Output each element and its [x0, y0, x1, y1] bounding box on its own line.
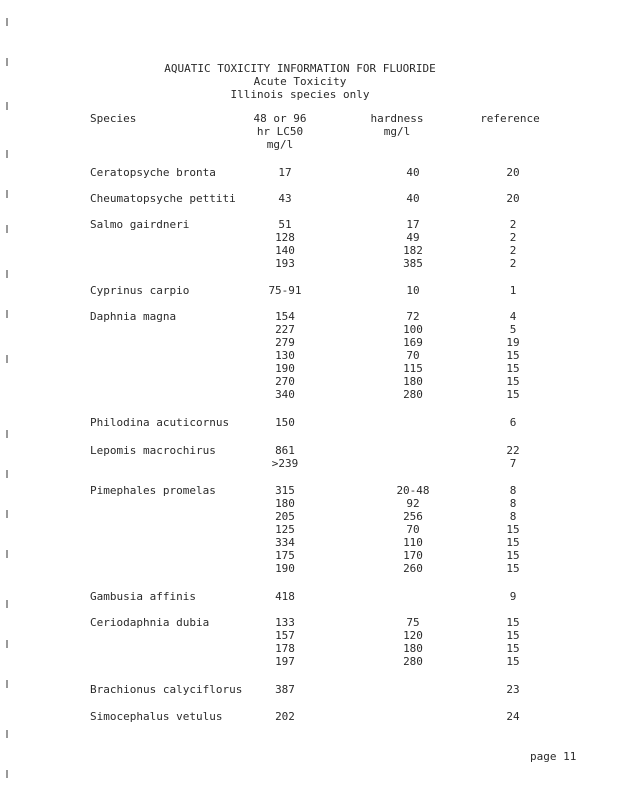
page-number: page 11: [530, 750, 577, 763]
reference-value: 2: [509, 244, 517, 257]
lc50-value: 17: [278, 166, 292, 179]
species-name: Cyprinus carpio: [90, 284, 190, 297]
hardness-value: 49: [406, 231, 420, 244]
species-name: Lepomis macrochirus: [90, 444, 216, 457]
reference-value-column: [488, 166, 538, 179]
lc50-value-column: [260, 284, 310, 297]
reference-value: 1: [509, 284, 517, 297]
reference-value: 22: [506, 444, 520, 457]
reference-value-column: [488, 590, 538, 603]
hardness-value: 280: [403, 388, 423, 401]
species-name: Ceriodaphnia dubia: [90, 616, 210, 629]
lc50-value: 418: [275, 590, 295, 603]
reference-value-column: [488, 710, 538, 723]
hardness-value: 180: [403, 642, 423, 655]
lc50-value-column: [260, 310, 310, 401]
lc50-value: 190: [275, 562, 295, 575]
lc50-value-column: [260, 166, 310, 179]
hardness-value: 100: [403, 323, 423, 336]
reference-value-column: [488, 444, 538, 470]
lc50-value: 154: [275, 310, 295, 323]
reference-value: 15: [506, 349, 520, 362]
hardness-value: 120: [403, 629, 423, 642]
hardness-value: 72: [406, 310, 420, 323]
hardness-value: 10: [406, 284, 420, 297]
lc50-value-column: [260, 416, 310, 429]
hardness-value: 17: [406, 218, 420, 231]
reference-value: 24: [506, 710, 520, 723]
header-species: Species: [90, 112, 137, 125]
reference-value: 15: [506, 536, 520, 549]
header-hardness: [362, 112, 432, 138]
hardness-value: 180: [403, 375, 423, 388]
document-scope: Illinois species only: [230, 88, 370, 101]
reference-value: 19: [506, 336, 520, 349]
hardness-value-column: [378, 683, 448, 696]
reference-value: 20: [506, 192, 520, 205]
reference-value: 15: [506, 642, 520, 655]
reference-value: 2: [509, 257, 517, 270]
lc50-value: 227: [275, 323, 295, 336]
species-name: Daphnia magna: [90, 310, 177, 323]
document-title: AQUATIC TOXICITY INFORMATION FOR FLUORIDE: [164, 62, 436, 75]
document-subtitle: Acute Toxicity: [253, 75, 347, 88]
lc50-value: 133: [275, 616, 295, 629]
lc50-value: 205: [275, 510, 295, 523]
left-margin-marks: [6, 10, 20, 790]
title-block: [0, 62, 600, 101]
hardness-value: 20-48: [396, 484, 430, 497]
lc50-value: 315: [275, 484, 295, 497]
reference-value-column: [488, 683, 538, 696]
species-name: Pimephales promelas: [90, 484, 216, 497]
reference-value: 15: [506, 523, 520, 536]
lc50-value: 340: [275, 388, 295, 401]
reference-value: 15: [506, 562, 520, 575]
hardness-value: 110: [403, 536, 423, 549]
reference-value: 20: [506, 166, 520, 179]
header-lc50: [240, 112, 320, 151]
hardness-value: 280: [403, 655, 423, 668]
reference-value: 6: [509, 416, 517, 429]
hardness-value-column: [378, 310, 448, 401]
hardness-value-column: [378, 284, 448, 297]
species-name: Simocephalus vetulus: [90, 710, 223, 723]
reference-value: 15: [506, 629, 520, 642]
lc50-value-column: [260, 616, 310, 668]
hardness-value: 385: [403, 257, 423, 270]
hardness-value: 40: [406, 192, 420, 205]
lc50-value: 157: [275, 629, 295, 642]
hardness-value: 260: [403, 562, 423, 575]
lc50-value: 125: [275, 523, 295, 536]
reference-value-column: [488, 284, 538, 297]
hardness-value: 182: [403, 244, 423, 257]
lc50-value: 190: [275, 362, 295, 375]
lc50-value: 197: [275, 655, 295, 668]
reference-value-column: [488, 416, 538, 429]
lc50-value: 193: [275, 257, 295, 270]
species-name: Ceratopsyche bronta: [90, 166, 216, 179]
lc50-value-column: [260, 218, 310, 270]
header-hardness-line2: mg/l: [383, 125, 411, 138]
hardness-value: 170: [403, 549, 423, 562]
lc50-value: 270: [275, 375, 295, 388]
reference-value: 5: [509, 323, 517, 336]
reference-value: 15: [506, 616, 520, 629]
hardness-value: 70: [406, 523, 420, 536]
reference-value-column: [488, 192, 538, 205]
hardness-value: 92: [406, 497, 420, 510]
lc50-value-column: [260, 192, 310, 205]
header-reference: reference: [480, 112, 540, 125]
hardness-value: [378, 416, 448, 429]
lc50-value: 861: [275, 444, 295, 457]
lc50-value: 130: [275, 349, 295, 362]
species-name: Brachionus calyciflorus: [90, 683, 243, 696]
lc50-value: >239: [271, 457, 299, 470]
header-hardness-line1: hardness: [370, 112, 424, 125]
species-name: Philodina acuticornus: [90, 416, 230, 429]
lc50-value: 150: [275, 416, 295, 429]
reference-value: 15: [506, 362, 520, 375]
hardness-value: 169: [403, 336, 423, 349]
header-lc50-line1: 48 or 96: [253, 112, 307, 125]
lc50-value: 75-91: [268, 284, 302, 297]
hardness-value: [378, 683, 448, 696]
reference-value-column: [488, 218, 538, 270]
lc50-value: 178: [275, 642, 295, 655]
lc50-value-column: [260, 444, 310, 470]
lc50-value-column: [260, 484, 310, 575]
reference-value: 7: [509, 457, 517, 470]
reference-value-column: [488, 616, 538, 668]
lc50-value: 387: [275, 683, 295, 696]
hardness-value: [378, 710, 448, 723]
hardness-value: 40: [406, 166, 420, 179]
hardness-value-column: [378, 590, 448, 603]
lc50-value: 202: [275, 710, 295, 723]
reference-value: 2: [509, 231, 517, 244]
lc50-value: 51: [278, 218, 292, 231]
header-lc50-line2: hr LC50: [256, 125, 304, 138]
reference-value: 23: [506, 683, 520, 696]
lc50-value-column: [260, 590, 310, 603]
lc50-value-column: [260, 710, 310, 723]
reference-value-column: [488, 310, 538, 401]
hardness-value-column: [378, 192, 448, 205]
hardness-value-column: [378, 218, 448, 270]
reference-value: 4: [509, 310, 517, 323]
hardness-value-column: [378, 616, 448, 668]
header-lc50-line3: mg/l: [266, 138, 294, 151]
lc50-value: 128: [275, 231, 295, 244]
reference-value: 8: [509, 497, 517, 510]
hardness-value: 75: [406, 616, 420, 629]
species-name: Salmo gairdneri: [90, 218, 190, 231]
species-name: Cheumatopsyche pettiti: [90, 192, 236, 205]
reference-value: 15: [506, 549, 520, 562]
hardness-value-column: [378, 710, 448, 723]
hardness-value: [378, 590, 448, 603]
hardness-value: 115: [403, 362, 423, 375]
hardness-value-column: [378, 416, 448, 429]
hardness-value: 256: [403, 510, 423, 523]
lc50-value: 334: [275, 536, 295, 549]
reference-value: 9: [509, 590, 517, 603]
lc50-value: 140: [275, 244, 295, 257]
lc50-value-column: [260, 683, 310, 696]
hardness-value-column: [378, 484, 448, 575]
reference-value: 2: [509, 218, 517, 231]
lc50-value: 43: [278, 192, 292, 205]
reference-value: 8: [509, 484, 517, 497]
lc50-value: 279: [275, 336, 295, 349]
lc50-value: 175: [275, 549, 295, 562]
hardness-value: [378, 444, 448, 457]
reference-value: 15: [506, 375, 520, 388]
hardness-value-column: [378, 166, 448, 179]
reference-value: 8: [509, 510, 517, 523]
reference-value: 15: [506, 655, 520, 668]
lc50-value: 180: [275, 497, 295, 510]
reference-value-column: [488, 484, 538, 575]
species-name: Gambusia affinis: [90, 590, 196, 603]
hardness-value: [378, 457, 448, 470]
hardness-value: 70: [406, 349, 420, 362]
hardness-value-column: [378, 444, 448, 470]
reference-value: 15: [506, 388, 520, 401]
